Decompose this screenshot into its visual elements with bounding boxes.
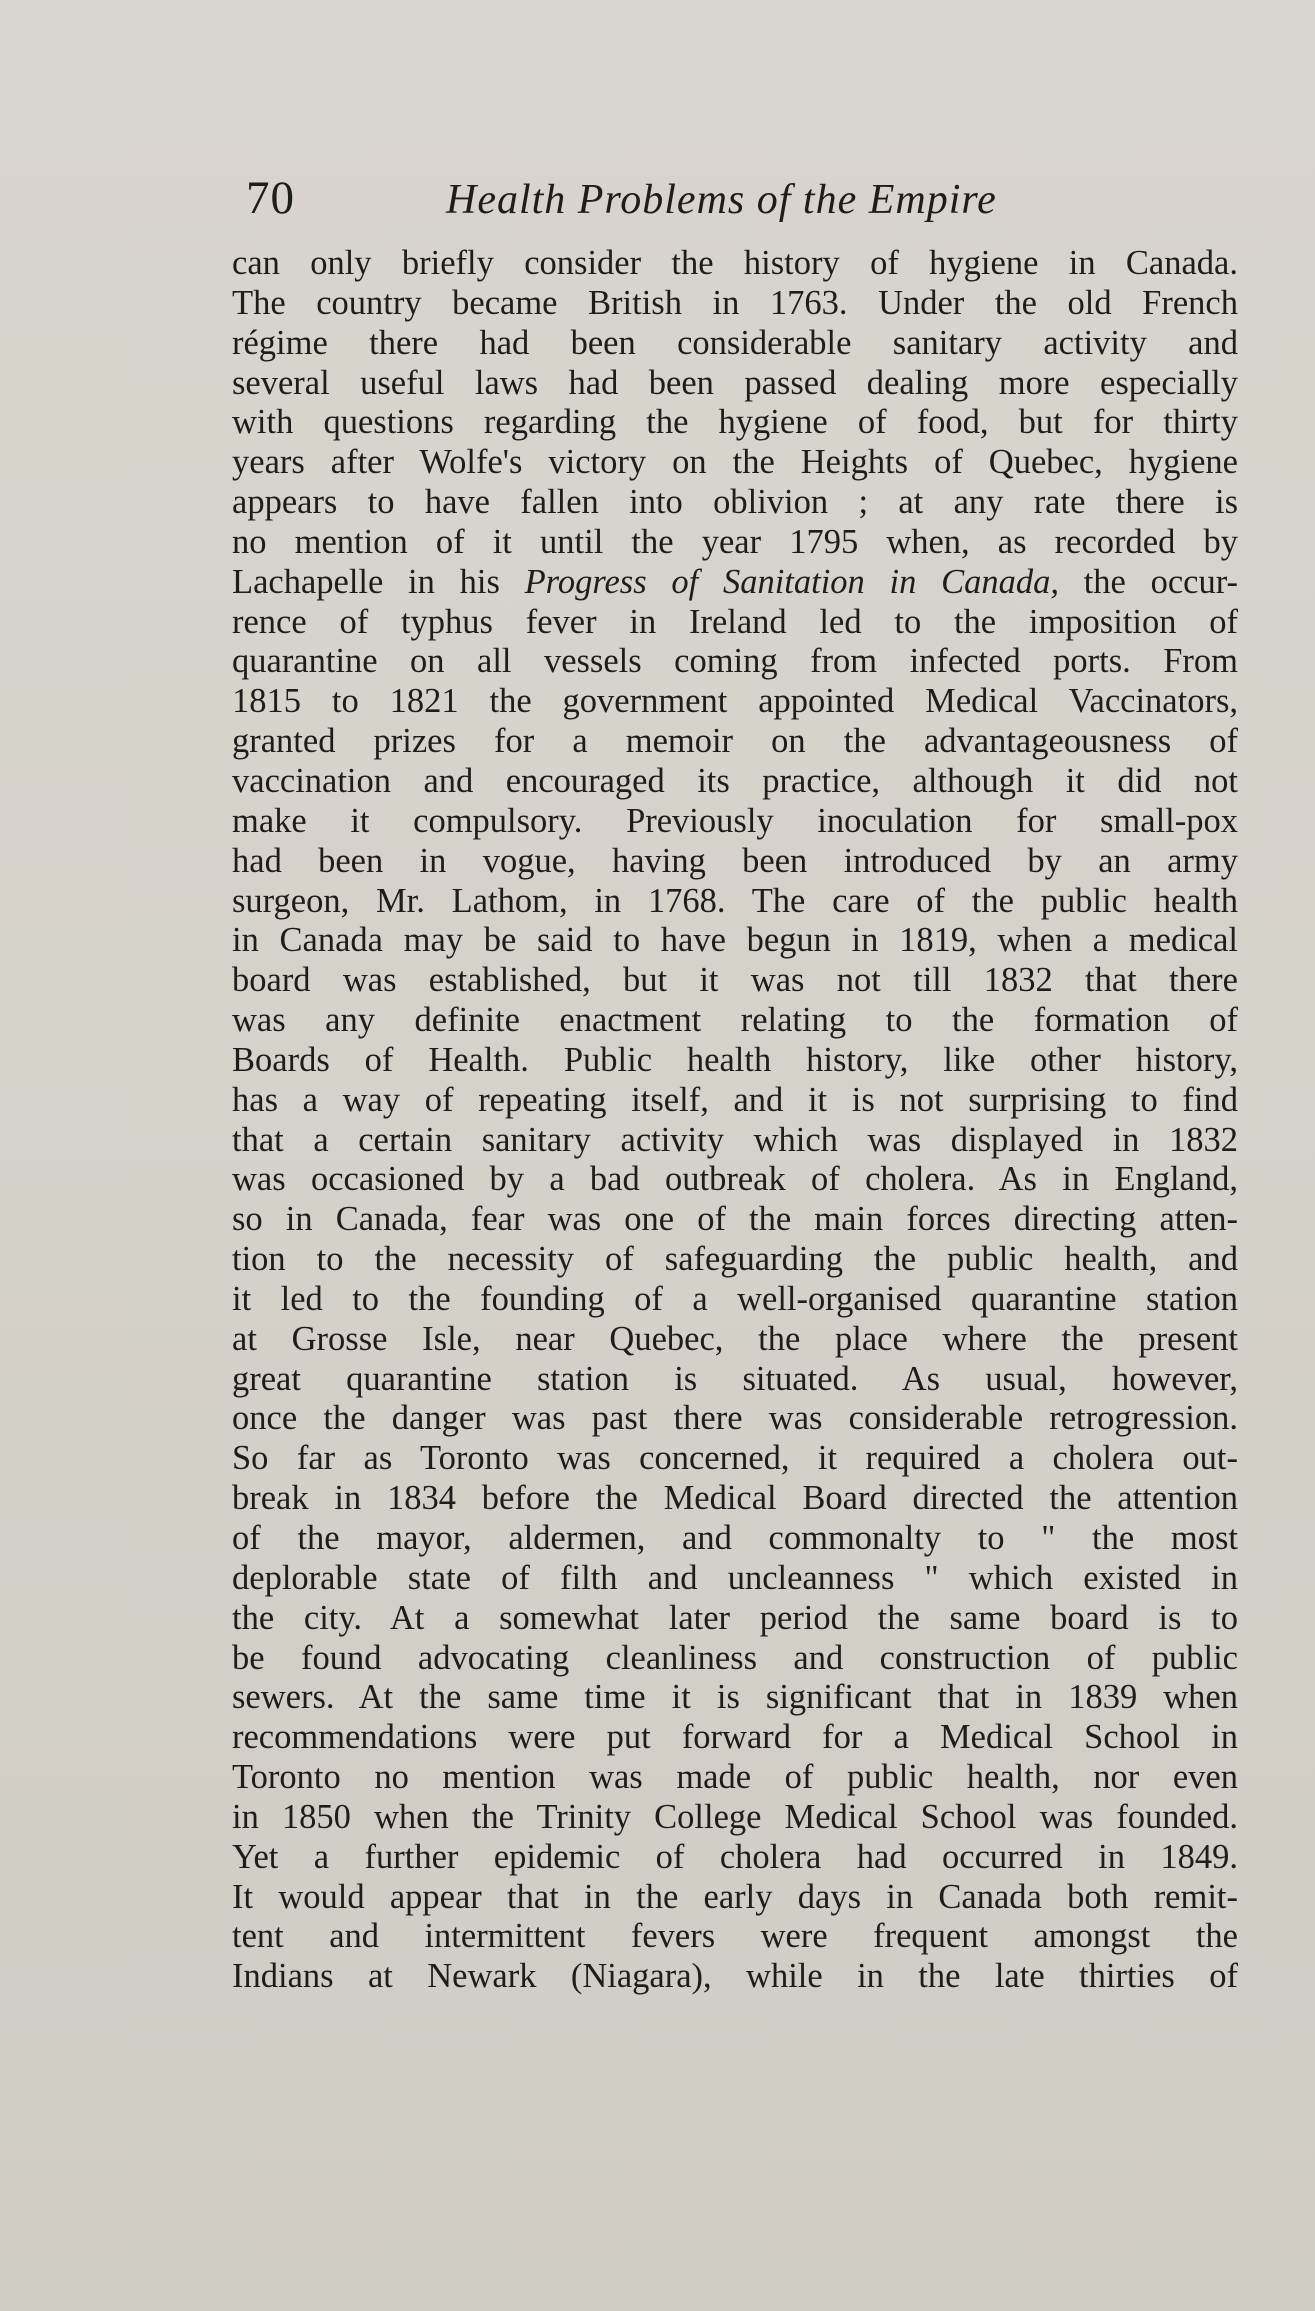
text-line: make it compulsory. Previously inoculation for small-pox	[232, 801, 1238, 840]
text-line: no mention of it until the year 1795 when, as recorded by	[232, 522, 1238, 561]
text-line: once the danger was past there was considerable retrogression.	[232, 1399, 1238, 1438]
text-line: The country became British in 1763. Under the old French	[232, 283, 1238, 322]
text-line: that a certain sanitary activity which was displayed in 1832	[232, 1120, 1238, 1159]
italic-book-title: Progress of Sanitation in Canada,	[524, 562, 1059, 601]
text-line: it led to the founding of a well-organised quarantine station	[232, 1279, 1238, 1318]
text-line: had been in vogue, having been introduced by an army	[232, 841, 1238, 880]
text-line: break in 1834 before the Medical Board directed the attention	[232, 1479, 1238, 1518]
text-line: can only briefly consider the history of hygiene in Canada.	[232, 244, 1238, 282]
text-line: 1815 to 1821 the government appointed Medical Vaccinators,	[232, 682, 1238, 721]
text-line: So far as Toronto was concerned, it required a cholera out-	[232, 1439, 1238, 1478]
page-header	[246, 172, 1076, 232]
text-line: tion to the necessity of safeguarding the public health, and	[232, 1240, 1238, 1279]
text-line: at Grosse Isle, near Quebec, the place where the present	[232, 1319, 1238, 1358]
text-line: years after Wolfe's victory on the Heights of Quebec, hygiene	[232, 443, 1238, 482]
text-line: was any definite enactment relating to the formation of	[232, 1001, 1238, 1040]
text-line: be found advocating cleanliness and construction of public	[232, 1638, 1238, 1677]
text-line: recommendations were put forward for a Medical School in	[232, 1718, 1238, 1757]
text-line: sewers. At the same time it is significant that in 1839 when	[232, 1678, 1238, 1717]
page-number: 70	[246, 172, 295, 224]
text-line: of the mayor, aldermen, and commonalty to " the most	[232, 1519, 1238, 1557]
body-text	[232, 244, 1238, 1997]
text-line: board was established, but it was not till 1832 that there	[232, 961, 1238, 1000]
line-segment: Lachapelle in his	[232, 562, 500, 601]
text-line: was occasioned by a bad outbreak of cholera. As in England,	[232, 1160, 1238, 1199]
text-line: vaccination and encouraged its practice, although it did not	[232, 761, 1238, 800]
text-line: granted prizes for a memoir on the advantageousness of	[232, 722, 1238, 761]
text-line: great quarantine station is situated. As usual, however,	[232, 1359, 1238, 1398]
running-title: Health Problems of the Empire	[446, 177, 997, 223]
text-line: with questions regarding the hygiene of food, but for thirty	[232, 403, 1238, 442]
text-line: so in Canada, fear was one of the main forces directing atten-	[232, 1200, 1238, 1239]
text-line: appears to have fallen into oblivion ; at any rate there is	[232, 483, 1238, 522]
text-line-with-italic-title	[232, 563, 1238, 603]
text-line: tent and intermittent fevers were frequent amongst the	[232, 1917, 1238, 1956]
text-line: in Canada may be said to have begun in 1819, when a medical	[232, 921, 1238, 960]
text-line: in 1850 when the Trinity College Medical School was founded.	[232, 1797, 1238, 1836]
text-line: Toronto no mention was made of public health, nor even	[232, 1758, 1238, 1797]
text-line: Yet a further epidemic of cholera had occurred in 1849.	[232, 1837, 1238, 1876]
text-line: has a way of repeating itself, and it is not surprising to find	[232, 1080, 1238, 1119]
line-segment: the occur-	[1083, 562, 1238, 601]
text-line: Indians at Newark (Niagara), while in the late thirties of	[232, 1957, 1238, 1996]
text-line: surgeon, Mr. Lathom, in 1768. The care of the public health	[232, 881, 1238, 920]
text-line: deplorable state of filth and uncleanness " which existed in	[232, 1558, 1238, 1597]
text-line: the city. At a somewhat later period the same board is to	[232, 1598, 1238, 1637]
text-line: quarantine on all vessels coming from infected ports. From	[232, 642, 1238, 681]
text-line: régime there had been considerable sanitary activity and	[232, 323, 1238, 362]
text-line: several useful laws had been passed dealing more especially	[232, 363, 1238, 402]
text-line: It would appear that in the early days in Canada both remit-	[232, 1877, 1238, 1916]
text-line: Boards of Health. Public health history, like other history,	[232, 1040, 1238, 1079]
text-line: rence of typhus fever in Ireland led to the imposition of	[232, 602, 1238, 641]
